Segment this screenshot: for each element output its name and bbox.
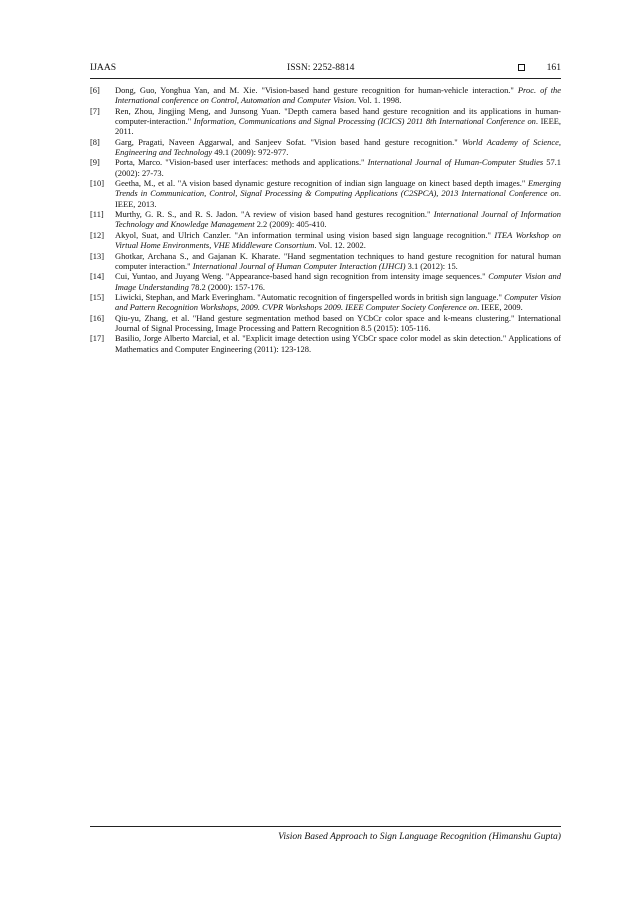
header-rule: [90, 78, 561, 79]
square-box-icon: [518, 64, 525, 71]
page-number: 161: [546, 62, 561, 73]
reference-number: [16]: [90, 312, 105, 323]
reference-number: [17]: [90, 333, 105, 344]
footer-rule: [90, 826, 561, 827]
reference-number: [13]: [90, 250, 105, 261]
reference-number: [6]: [90, 85, 100, 95]
reference-item: [90, 157, 561, 178]
page-header: [90, 62, 561, 76]
reference-item: [90, 230, 561, 251]
reference-item: [90, 313, 561, 334]
reference-item: [90, 178, 561, 209]
journal-name: IJAAS: [90, 62, 117, 73]
reference-item: [90, 333, 561, 354]
reference-text: Porta, Marco. "Vision-based user interfaces: methods and applications." International Journal of Human-Computer Studies 57.1 (2002): 27-73.: [115, 157, 561, 178]
page-footer: Vision Based Approach to Sign Language Recognition (Himanshu Gupta): [278, 831, 561, 842]
reference-number: [7]: [90, 105, 100, 116]
reference-text: Akyol, Suat, and Ulrich Canzler. "An information terminal using vision based sign language recognition." ITEA Workshop on Virtual Home Environments, VHE Middleware Consortium. Vol. 12. 2002.: [115, 229, 561, 251]
reference-text: Garg, Pragati, Naveen Aggarwal, and Sanjeev Sofat. "Vision based hand gesture recognition." World Academy of Science, Engineering and Technology 49.1 (2009): 972-977.: [115, 136, 561, 158]
issn-label: ISSN: 2252-8814: [287, 62, 355, 73]
reference-list: [90, 85, 561, 354]
reference-text: Murthy, G. R. S., and R. S. Jadon. "A review of vision based hand gestures recognition." International Journal of Information Technology and Knowledge Management 2.2 (2009): 405-410.: [115, 209, 561, 230]
reference-text: Basilio, Jorge Alberto Marcial, et al. "Explicit image detection using YCbCr space color model as skin detection." Applications of Mathematics and Computer Engineering (2011): 123-128.: [115, 333, 561, 354]
reference-text: Liwicki, Stephan, and Mark Everingham. "Automatic recognition of fingerspelled words in british sign language." Computer Vision and Pattern Recognition Workshops, 2009. CVPR Workshops 2009. IEEE Computer Society Conference on. IEEE, 2009.: [115, 291, 561, 313]
reference-number: [15]: [90, 291, 105, 302]
reference-item: [90, 292, 561, 313]
reference-number: [8]: [90, 136, 100, 147]
reference-number: [9]: [90, 157, 100, 168]
reference-item: [90, 106, 561, 137]
reference-item: [90, 85, 561, 106]
page-number-group: [518, 62, 561, 73]
reference-number: [12]: [90, 229, 105, 240]
reference-text: Dong, Guo, Yonghua Yan, and M. Xie. "Vision-based hand gesture recognition for human-vehicle interaction." Proc. of the International conference on Control, Automation and Computer Vision. Vol. 1. 1998.: [115, 85, 561, 106]
reference-text: Geetha, M., et al. "A vision based dynamic gesture recognition of indian sign language on kinect based depth images." Emerging Trends in Communication, Control, Signal Processing & Computing Applications (C2SPCA), 2013 International Conference on. IEEE, 2013.: [115, 178, 561, 209]
reference-text: Ghotkar, Archana S., and Gajanan K. Kharate. "Hand segmentation techniques to hand gesture recognition for natural human computer interaction." International Journal of Human Computer Interaction (IJHCI) 3.1 (2012): 15.: [115, 250, 561, 271]
reference-text: Ren, Zhou, Jingjing Meng, and Junsong Yuan. "Depth camera based hand gesture recognition and its applications in human-computer-interaction." Information, Communications and Signal Processing (ICICS) 2011 8th International Conference on. IEEE, 2011.: [115, 105, 561, 137]
reference-item: [90, 209, 561, 230]
reference-item: [90, 251, 561, 272]
reference-item: [90, 137, 561, 158]
reference-text: Cui, Yuntao, and Juyang Weng. "Appearance-based hand sign recognition from intensity image sequences." Computer Vision and Image Understanding 78.2 (2000): 157-176.: [115, 271, 561, 292]
reference-number: [14]: [90, 271, 105, 282]
reference-number: [10]: [90, 178, 105, 189]
reference-item: [90, 271, 561, 292]
reference-text: Qiu-yu, Zhang, et al. "Hand gesture segmentation method based on YCbCr color space and k-means clustering." International Journal of Signal Processing, Image Processing and Pattern Recognition 8.5 (2015): 105-116.: [115, 312, 561, 333]
reference-number: [11]: [90, 209, 104, 220]
